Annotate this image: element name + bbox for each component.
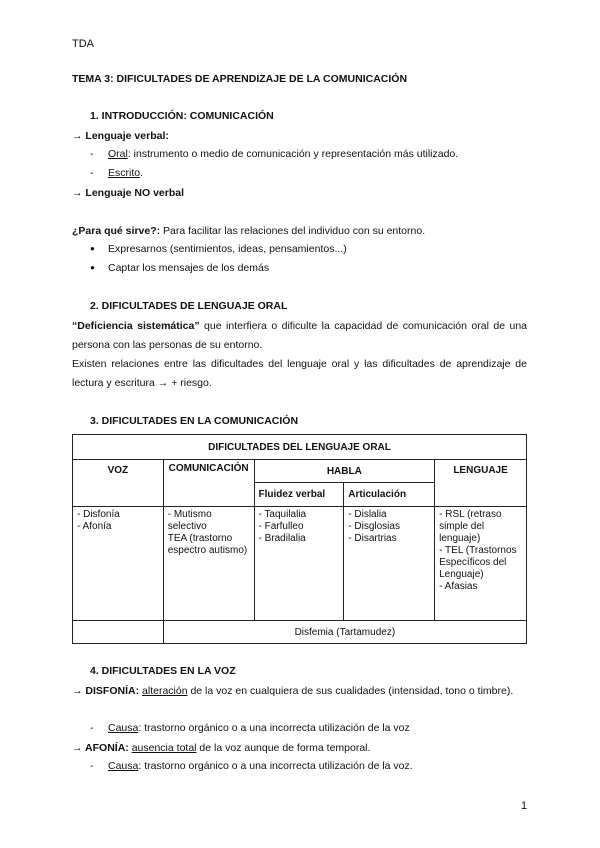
sub-fluidez: Fluidez verbal — [254, 483, 344, 507]
col-habla: HABLA — [254, 460, 435, 483]
purpose-line — [72, 224, 425, 238]
col-lenguaje: LENGUAJE — [435, 460, 527, 507]
comunicacion-items: - Mutismo selectivo TEA (trastorno espectro autismo) — [163, 507, 254, 621]
page-header: TDA — [72, 38, 94, 50]
table-title: DIFICULTADES DEL LENGUAJE ORAL — [73, 435, 527, 460]
verbal-language-label: → Lenguaje verbal: — [72, 130, 169, 142]
col-voz: VOZ — [73, 460, 164, 507]
oral-language-difficulties-table — [72, 434, 527, 644]
escrito-tail: . — [140, 167, 144, 179]
disfonia-paragraph: → DISFONÍA: alteración de la voz en cualquiera de sus cualidades (intensidad, tono o timbre). — [72, 685, 514, 697]
escrito-term: Escrito — [108, 167, 141, 179]
articulacion-items: - Dislalia - Disglosias - Disartrias — [344, 507, 435, 621]
disfonia-cause: - Causa: trastorno orgánico o a una incorrecta utilización de la voz — [90, 722, 410, 734]
escrito-item: - Escrito. — [90, 167, 144, 179]
oral-text: : instrumento o medio de comunicación y representación más utilizado. — [127, 148, 459, 160]
afonia-line: → AFONÍA: ausencia total de la voz aunque de forma temporal. — [72, 742, 371, 754]
table-footer: Disfemia (Tartamudez) — [163, 621, 526, 644]
section-2-heading: 2. DIFICULTADES DE LENGUAJE ORAL — [90, 300, 288, 312]
section-2-paragraph-1: “Deficiencia sistemática” que interfiera o dificulte la capacidad de comunicación oral de una persona con las personas de su entorno. — [72, 320, 528, 351]
nonverbal-language-label: → Lenguaje NO verbal — [72, 187, 185, 199]
section-1-heading: 1. INTRODUCCIÓN: COMUNICACIÓN — [90, 110, 274, 122]
purpose-question: ¿Para qué sirve?: — [72, 225, 161, 237]
document-title: TEMA 3: DIFICULTADES DE APRENDIZAJE DE LA COMUNICACIÓN — [72, 73, 408, 85]
section-3-heading: 3. DIFICULTADES EN LA COMUNICACIÓN — [90, 415, 299, 427]
oral-term: Oral — [108, 148, 128, 160]
afonia-cause: - Causa: trastorno orgánico o a una incorrecta utilización de la voz. — [90, 760, 413, 772]
purpose-bullet-1: ● Expresarnos (sentimientos, ideas, pensamientos...) — [90, 243, 347, 255]
section-4-heading: 4. DIFICULTADES EN LA VOZ — [90, 665, 236, 677]
purpose-text: Para facilitar las relaciones del individuo con su entorno. — [160, 225, 426, 237]
purpose-bullet-2: ● Captar los mensajes de los demás — [90, 262, 270, 274]
section-2-paragraph-2: Existen relaciones entre las dificultades del lenguaje oral y las dificultades de aprendizaje de lectura y escritura → + riesgo. — [72, 358, 527, 389]
voz-items: - Disfonía - Afonía — [73, 507, 164, 621]
page-number: 1 — [521, 800, 528, 812]
col-comunicacion: COMUNICACIÓN — [163, 460, 254, 507]
sub-articulacion: Articulación — [344, 483, 435, 507]
bullet-icon: ● — [90, 263, 95, 272]
lenguaje-items: - RSL (retraso simple del lenguaje) - TEL (Trastornos Específicos del Lenguaje) - Afasias — [435, 507, 527, 621]
table-footer-blank — [73, 621, 164, 644]
fluidez-items: - Taquilalia - Farfulleo - Bradilalia — [254, 507, 344, 621]
oral-item: - Oral: instrumento o medio de comunicación y representación más utilizado. — [90, 148, 459, 160]
bullet-icon: ● — [90, 244, 95, 253]
